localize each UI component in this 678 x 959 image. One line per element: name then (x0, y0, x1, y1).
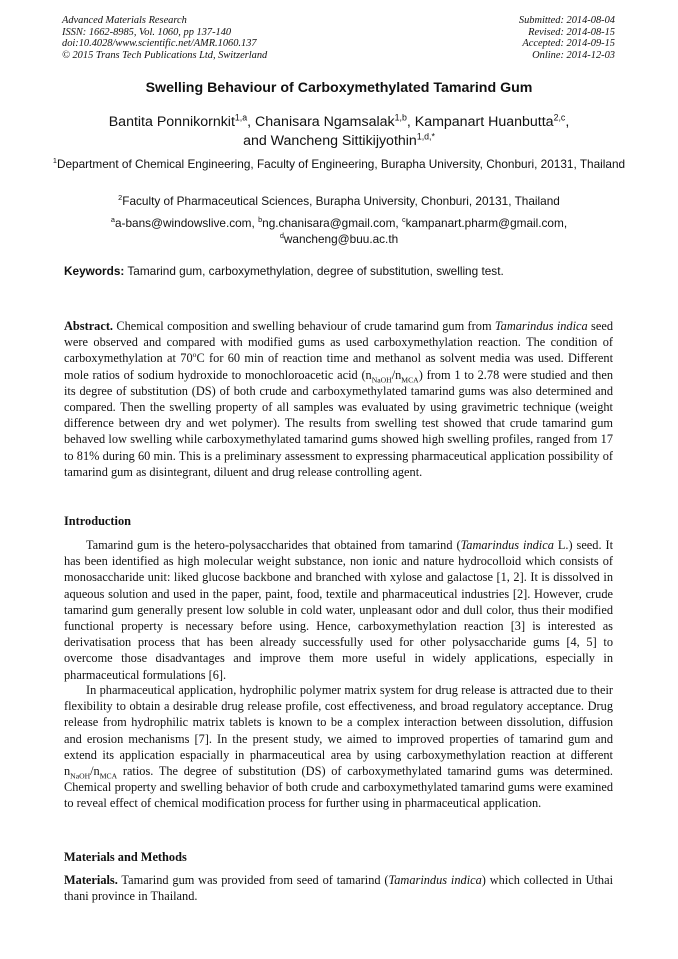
intro-paragraph-2: In pharmaceutical application, hydrophilic polymer matrix system for drug release is attracted due to their flexibility to obtain a desirable drug release profile, cost effectiveness, and broad regulatory acceptance. Drug release from hydrophilic matrix tablets is known to be a complex interaction between dissolution, diffusion and erosion mechanisms [7]. In the present study, we aimed to improved properties of tamarind gum and extend its application espacially in pharmaceutical area by using carboxymethylation reaction at different $n_{NaOH}/n_{MCA}$ ratios. The degree of substitution (DS) of carboxymethylated tamarind gums was determined. Chemical property and swelling behavior of both crude and carboxymethylated tamarind gums were examined to reveal effect of chemical modification process for further using in pharmaceutical application. (64, 683, 613, 811)
online-date: Online: 2014-12-03 (532, 49, 615, 61)
journal-name: Advanced Materials Research (62, 15, 187, 26)
email[interactable]: $^d$wancheng@buu.ac.th (279, 231, 399, 246)
keywords-text: Tamarind gum, carboxymethylation, degree of substitution, swelling test. (124, 264, 504, 278)
copyright: © 2015 Trans Tech Publications Ltd, Switzerland (62, 49, 268, 61)
section-heading-introduction: Introduction (64, 514, 131, 528)
author: and Wancheng Sittikijyothin$^{1,d,*}$ (243, 131, 435, 149)
publication-dates (519, 15, 615, 61)
affiliation-1: $^1$Department of Chemical Engineering, Faculty of Engineering, Burapha University, Chonburi, 20131, Thailand (52, 156, 626, 171)
paper-title: Swelling Behaviour of Carboxymethylated Tamarind Gum (145, 80, 533, 96)
submitted-date: Submitted: 2014-08-04 (518, 15, 615, 26)
accepted-date: Accepted: 2014-09-15 (522, 38, 615, 50)
email[interactable]: $^a$a-bans@windowslive.com (110, 215, 252, 230)
keywords-label: Keywords: (64, 264, 125, 278)
email[interactable]: $^b$ng.chanisara@gmail.com (258, 215, 396, 230)
keywords (64, 264, 624, 278)
affiliation-2: $^2$Faculty of Pharmaceutical Sciences, Burapha University, Chonburi, 20131, Thailand (118, 193, 560, 208)
author: Kampanart Huanbutta$^{2,c}$, (414, 112, 570, 130)
journal-info (62, 15, 267, 61)
abstract: Abstract. Chemical composition and swelling behaviour of crude tamarind gum from Tamarindus indica seed were observed and compared with modified gums as used carboxymethylation reaction. The condition of carboxymethylation at 70$^o$C for 60 min of reaction time and methanol as solvent media was used. Different mole ratios of sodium hydroxide to monochloroacetic acid $(n_{NaOH}/n_{MCA})$ from 1 to 2.78 were studied and then its degree of substitution (DS) of both crude and carboxymethylated tamarind gums was also determined and compared. Then the swelling property of all samples was evaluated by using gravimetric technique (weight difference between dry and wet polymer). The results from swelling test showed that crude tamarind gum behaved low swelling while carboxymethylated tamarind gums showed high swelling profiles, ranged from 17 to 81% during 60 min. This is a preliminary assessment to expressing pharmaceutical application possibility of tamarind gum as disintegrant, diluent and drug release controlling agent. (64, 319, 613, 479)
doi: doi:10.4028/www.scientific.net/AMR.1060.137 (62, 38, 257, 50)
author: Chanisara Ngamsalak$^{1,b}$, (255, 112, 415, 130)
section-heading-materials-methods: Materials and Methods (64, 850, 187, 864)
author: Bantita Ponnikornkit$^{1,a}$, (108, 112, 256, 130)
issn: ISSN: 1662-8985, Vol. 1060, pp 137-140 (62, 26, 232, 38)
author-list (40, 113, 638, 151)
email[interactable]: $^c$kampanart.pharm@gmail.com (401, 215, 564, 230)
materials-paragraph: Materials. Tamarind gum was provided from seed of tamarind (Tamarindus indica) which collected in Uthai thani province in Thailand. (64, 873, 614, 904)
intro-paragraph-1: Tamarind gum is the hetero-polysaccharides that obtained from tamarind (Tamarindus indica L.) seed. It has been identified as high molecular weight substance, non ionic and nature hydrocolloid which consists of monosaccharide unit: liked glucose backbone and branched with xylose and galactose [1, 2]. It is dissolved in aqueous solution and used in the paper, paint, food, textile and pharmaceutical industries [2]. However, crude tamarind gum generally present low soluble in cold water, unpleasant odor and dull color, thus their modified functional property is necessary before using. Hence, carboxymethylation reaction [3] is interested as derivatisation process that has been already successfully used for other polysaccharide gums [4, 5] to overcome those disadvantages and improve them more useful in widely applications, especially in pharmaceutical formulations [6]. (64, 538, 614, 682)
revised-date: Revised: 2014-08-15 (528, 26, 615, 38)
email-list: $^a$a-bans@windowslive.com, $^b$ng.chanisara@gmail.com, $^c$kampanart.pharm@gmail.com, $^d$wancheng@buu.ac.th (110, 215, 568, 246)
